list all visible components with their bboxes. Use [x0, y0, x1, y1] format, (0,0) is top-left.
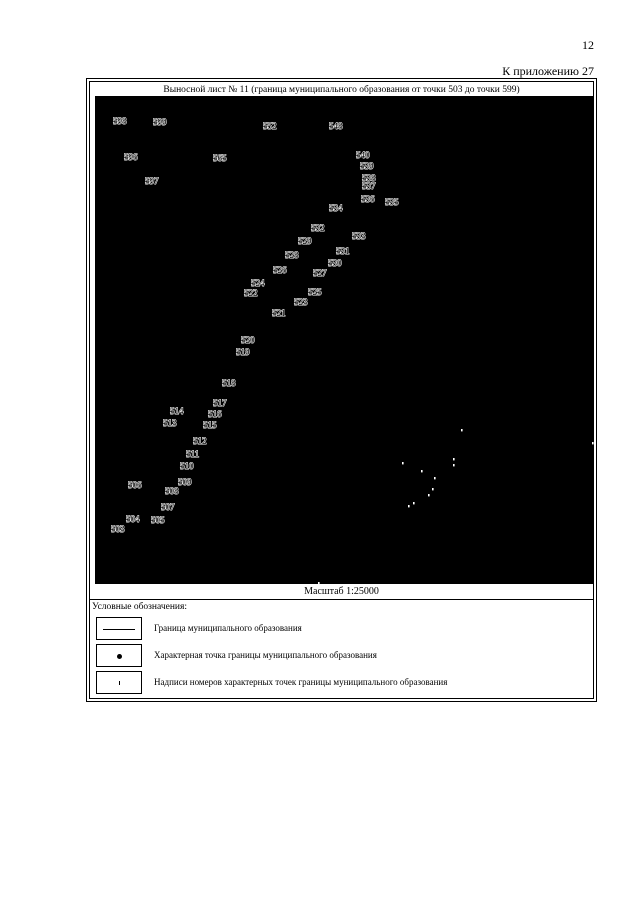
boundary-line-symbol	[103, 629, 135, 630]
point-label-552: 552	[263, 121, 277, 131]
legend-item-point	[96, 644, 586, 669]
point-label-565: 565	[213, 153, 227, 163]
point-label-504: 504	[126, 514, 140, 524]
point-label-521: 521	[272, 308, 286, 318]
point-label-539: 539	[360, 161, 374, 171]
label-tick-symbol	[119, 681, 120, 685]
point-label-516: 516	[208, 409, 222, 419]
page-number: 12	[582, 38, 594, 52]
point-label-503: 503	[111, 524, 125, 534]
appendix-label: К приложению 27	[502, 64, 594, 78]
point-label-597: 597	[145, 176, 159, 186]
map-mark	[318, 582, 320, 584]
point-label-510: 510	[180, 461, 194, 471]
map-mark	[413, 502, 415, 504]
point-label-507: 507	[161, 502, 175, 512]
legend-item-label: Граница муниципального образования	[154, 623, 302, 633]
map-canvas[interactable]	[95, 96, 594, 584]
map-mark	[453, 458, 455, 460]
point-label-599: 599	[153, 117, 167, 127]
map-scale: Масштаб 1:25000	[304, 586, 379, 597]
point-label-540: 540	[356, 150, 370, 160]
point-label-515: 515	[203, 420, 217, 430]
point-label-596: 596	[124, 152, 138, 162]
point-label-531: 531	[336, 246, 350, 256]
map-mark	[402, 462, 404, 464]
point-label-508: 508	[165, 486, 179, 496]
map-title: Выносной лист № 11 (граница муниципального образования от точки 503 до точки 599)	[163, 85, 520, 95]
point-label-517: 517	[213, 398, 227, 408]
point-label-538: 538	[362, 173, 376, 183]
legend-symbol-box	[96, 671, 142, 694]
map-sheet-frame	[86, 78, 597, 702]
point-label-513: 513	[163, 418, 177, 428]
map-mark	[408, 505, 410, 507]
point-label-525: 525	[308, 287, 322, 297]
point-label-522: 522	[244, 288, 258, 298]
point-label-505: 505	[151, 515, 165, 525]
point-label-518: 518	[222, 378, 236, 388]
map-layer	[95, 96, 594, 584]
point-label-536: 536	[361, 194, 375, 204]
map-mark	[592, 442, 594, 444]
point-label-524: 524	[251, 278, 265, 288]
legend-symbol-box	[96, 617, 142, 640]
map-mark	[461, 429, 463, 431]
legend-item-label-symbol	[96, 671, 586, 696]
map-sheet-inner-frame	[89, 81, 594, 699]
point-label-512: 512	[193, 436, 207, 446]
map-mark	[432, 488, 434, 490]
legend-item-label: Характерная точка границы муниципального образования	[154, 650, 377, 660]
point-label-530: 530	[328, 258, 342, 268]
point-label-519: 519	[236, 347, 250, 357]
point-label-528: 528	[285, 250, 299, 260]
legend-divider	[90, 599, 593, 600]
legend-title: Условные обозначения:	[92, 602, 188, 612]
legend-item-label: Надписи номеров характерных точек границы муниципального образования	[154, 677, 448, 687]
point-label-523: 523	[294, 297, 308, 307]
point-label-520: 520	[241, 335, 255, 345]
point-label-598: 598	[113, 116, 127, 126]
point-label-535: 535	[385, 197, 399, 207]
point-label-506: 506	[128, 480, 142, 490]
point-label-532: 532	[311, 223, 325, 233]
map-mark	[421, 470, 423, 472]
map-mark	[428, 494, 430, 496]
point-label-529: 529	[298, 236, 312, 246]
legend-symbol-box	[96, 644, 142, 667]
point-label-537: 537	[362, 181, 376, 191]
point-label-526: 526	[273, 265, 287, 275]
legend-item-boundary	[96, 617, 586, 642]
map-mark	[434, 477, 436, 479]
map-mark	[453, 464, 455, 466]
point-label-533: 533	[352, 231, 366, 241]
point-label-511: 511	[186, 449, 200, 459]
point-label-514: 514	[170, 406, 184, 416]
point-label-534: 534	[329, 203, 343, 213]
point-label-527: 527	[313, 268, 327, 278]
point-label-509: 509	[178, 477, 192, 487]
point-dot-symbol	[117, 654, 122, 659]
point-label-548: 548	[329, 121, 343, 131]
